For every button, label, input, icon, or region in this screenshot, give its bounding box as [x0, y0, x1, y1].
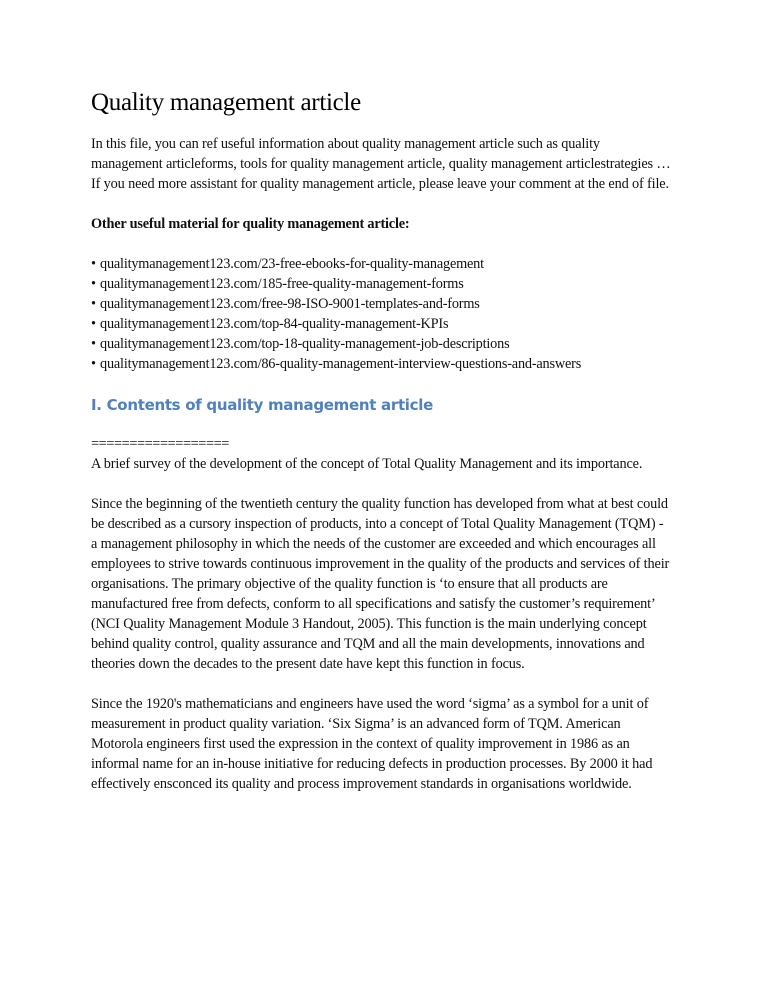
- spacer: [91, 474, 671, 494]
- spacer: [91, 674, 671, 694]
- list-item-link[interactable]: [91, 334, 671, 354]
- link-text[interactable]: qualitymanagement123.com/23-free-ebooks-for-quality-management: [100, 256, 484, 272]
- document-title: Quality management article: [91, 89, 361, 116]
- list-item-link[interactable]: [91, 314, 671, 334]
- survey-line: A brief survey of the development of the concept of Total Quality Management and its importance.: [91, 456, 643, 472]
- link-text[interactable]: qualitymanagement123.com/top-84-quality-management-KPIs: [100, 316, 449, 332]
- link-text[interactable]: qualitymanagement123.com/185-free-quality-management-forms: [100, 276, 464, 292]
- bullet-icon: •: [91, 336, 96, 352]
- paragraph-six-sigma: Since the 1920's mathematicians and engineers have used the word ‘sigma’ as a symbol for a unit of measurement in product quality variation. ‘Six Sigma’ is an advanced form of TQM. American Motorola engineers first used the expression in the context of quality improvement in 1986 as an informal name for an in-house initiative for reducing defects in production processes. By 2000 it had effectively ensconced its quality and process improvement standards in organisations worldwide.: [91, 696, 653, 792]
- other-material-heading: Other useful material for quality management article:: [91, 216, 410, 232]
- link-text[interactable]: qualitymanagement123.com/86-quality-management-interview-questions-and-answers: [100, 356, 582, 372]
- bullet-icon: •: [91, 316, 96, 332]
- bullet-icon: •: [91, 356, 96, 372]
- link-text[interactable]: qualitymanagement123.com/free-98-ISO-9001-templates-and-forms: [100, 296, 480, 312]
- spacer: [91, 416, 671, 434]
- paragraph-tqm-history: Since the beginning of the twentieth century the quality function has developed from what at best could be described as a cursory inspection of products, into a concept of Total Quality Management (TQM) - a management philosophy in which the needs of the customer are exceeded and which encourages all employees to strive towards continuous improvement in the quality of the products and services of their organisations. The primary objective of the quality function is ‘to ensure that all products are manufactured free from defects, conform to all specifications and satisfy the customer’s requirement’ (NCI Quality Management Module 3 Handout, 2005). This function is the main underlying concept behind quality control, quality assurance and TQM and all the main developments, innovations and theories down the decades to the present date have kept this function in focus.: [91, 496, 670, 672]
- list-item-link[interactable]: [91, 274, 671, 294]
- list-item-link[interactable]: [91, 354, 671, 374]
- list-item-link[interactable]: [91, 254, 671, 274]
- intro-paragraph: In this file, you can ref useful information about quality management article such as quality management articleforms, tools for quality management article, quality management articlestrategies … If you need more assistant for quality management article, please leave your comment at the end of file.: [91, 136, 671, 192]
- separator-line: ==================: [91, 436, 229, 452]
- bullet-icon: •: [91, 256, 96, 272]
- spacer: [91, 374, 671, 394]
- link-text[interactable]: qualitymanagement123.com/top-18-quality-management-job-descriptions: [100, 336, 510, 352]
- document-content: [91, 88, 671, 794]
- spacer: [91, 194, 671, 214]
- bullet-icon: •: [91, 296, 96, 312]
- list-item-link[interactable]: [91, 294, 671, 314]
- spacer: [91, 234, 671, 254]
- useful-links-list: [91, 254, 671, 374]
- bullet-icon: •: [91, 276, 96, 292]
- section-heading: I. Contents of quality management article: [91, 396, 433, 414]
